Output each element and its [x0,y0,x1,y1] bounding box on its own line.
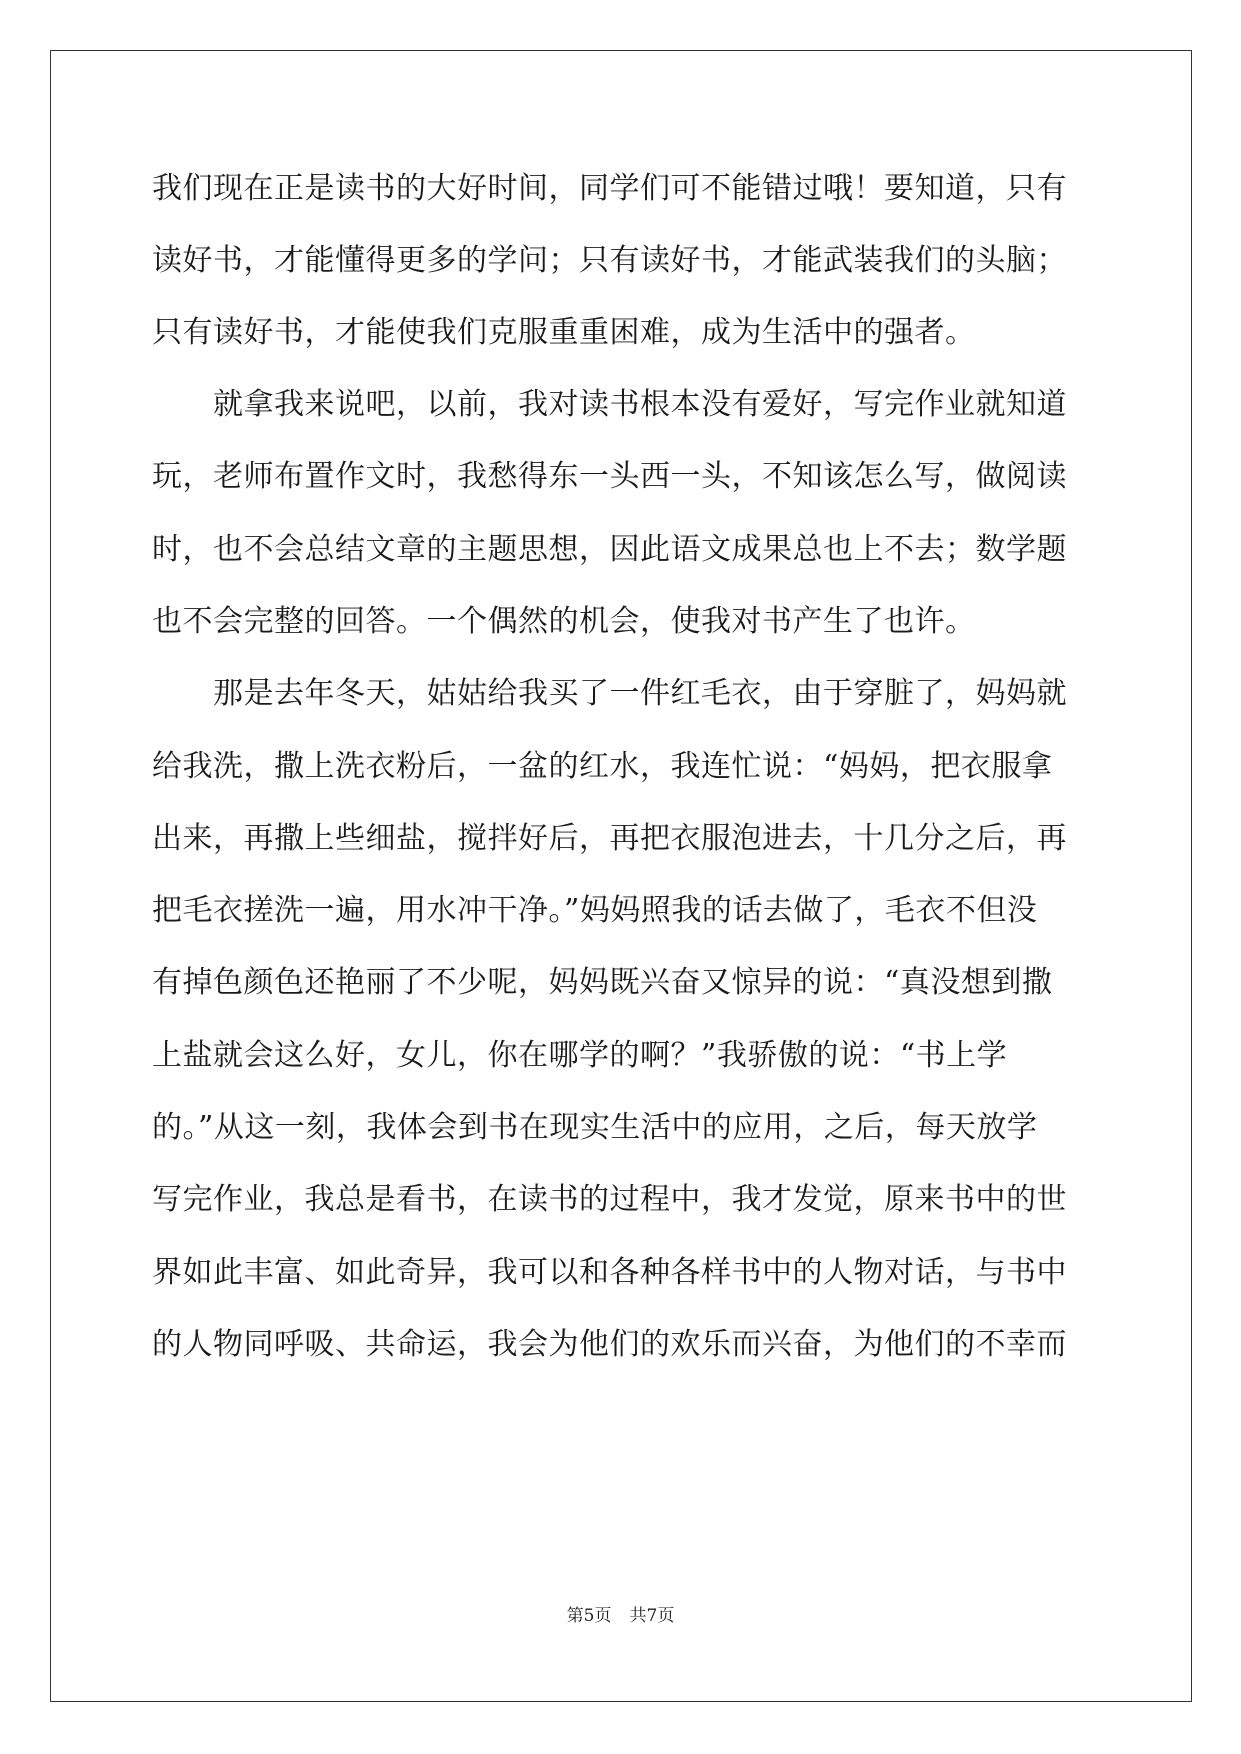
text-line: 也不会完整的回答。一个偶然的机会，使我对书产生了也许。 [152,604,976,639]
page-border [50,50,1192,1702]
text-line: 的人物同呼吸、共命运，我会为他们的欢乐而兴奋，为他们的不幸而 [152,1327,1067,1362]
page-footer [0,1604,1241,1628]
text-line: 出来，再撒上些细盐，搅拌好后，再把衣服泡进去，十几分之后，再 [152,821,1067,856]
text-line: 写完作业，我总是看书，在读书的过程中，我才发觉，原来书中的世 [152,1182,1067,1217]
text-line: 只有读好书，才能使我们克服重重困难，成为生活中的强者。 [152,315,976,350]
text-line: 有掉色颜色还艳丽了不少呢，妈妈既兴奋又惊异的说：“真没想到撒 [152,965,1053,1000]
page-number: 第5页 [566,1606,612,1626]
text-line: 给我洗，撒上洗衣粉后，一盆的红水，我连忙说：“妈妈，把衣服拿 [152,749,1053,784]
text-line: 那是去年冬天，姑姑给我买了一件红毛衣，由于穿脏了，妈妈就 [152,676,1067,711]
page-total: 共7页 [629,1606,675,1626]
text-line: 我们现在正是读书的大好时间，同学们可不能错过哦！要知道，只有 [152,171,1067,206]
text-line: 玩，老师布置作文时，我愁得东一头西一头，不知该怎么写，做阅读 [152,459,1067,494]
text-line: 上盐就会这么好，女儿，你在哪学的啊？”我骄傲的说：“书上学 [152,1038,1008,1073]
text-line: 就拿我来说吧，以前，我对读书根本没有爱好，写完作业就知道 [152,387,1067,422]
text-line: 时，也不会总结文章的主题思想，因此语文成果总也上不去；数学题 [152,532,1067,567]
text-line: 的。”从这一刻，我体会到书在现实生活中的应用，之后，每天放学 [152,1110,1038,1145]
text-line: 把毛衣搓洗一遍，用水冲干净。”妈妈照我的话去做了，毛衣不但没 [152,893,1038,928]
text-line: 界如此丰富、如此奇异，我可以和各种各样书中的人物对话，与书中 [152,1255,1067,1290]
text-line: 读好书，才能懂得更多的学问；只有读好书，才能武装我们的头脑； [152,243,1067,278]
